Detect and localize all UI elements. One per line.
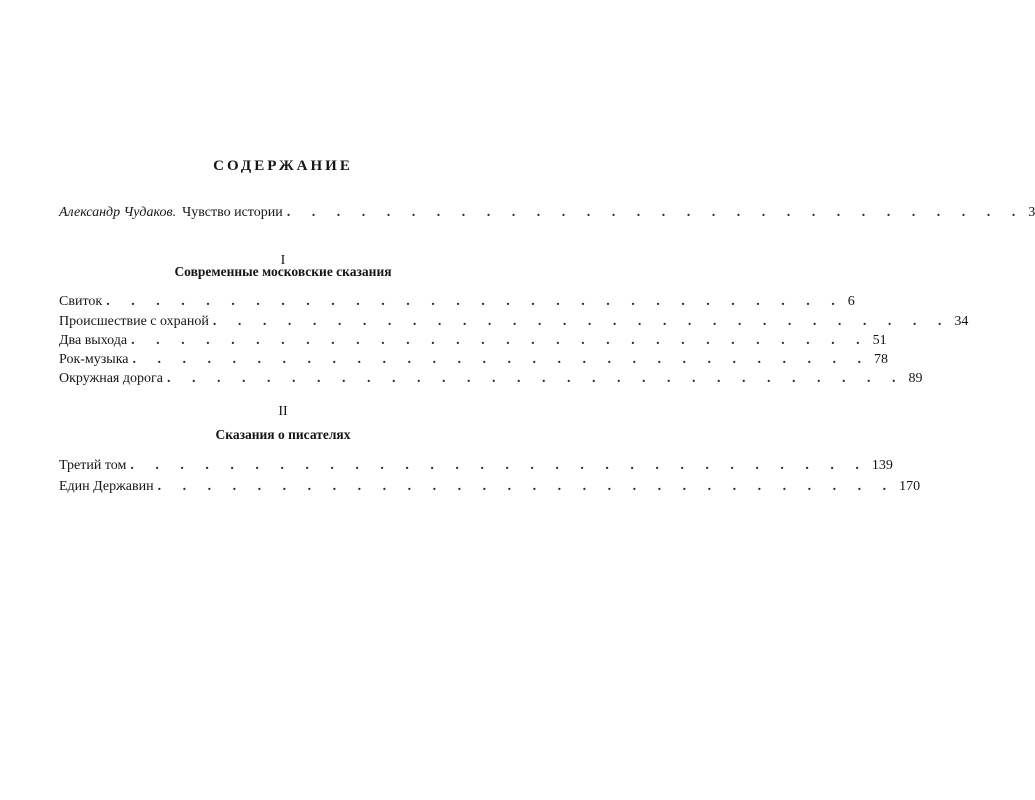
entry-title: Един Державин bbox=[59, 479, 154, 494]
toc-entry[interactable] bbox=[59, 369, 923, 389]
dot-leader: . . . . . . . . . . . . . . . . . . . . . . . . . . . . . . bbox=[106, 294, 844, 309]
dot-leader: . . . . . . . . . . . . . . . . . . . . . . . . . . . . . . bbox=[131, 333, 869, 348]
toc-entry[interactable] bbox=[59, 312, 969, 332]
entry-title: Свиток bbox=[59, 294, 103, 309]
toc-entry[interactable] bbox=[59, 292, 855, 312]
entry-title: Окружная дорога bbox=[59, 371, 163, 386]
entry-page-number: 78 bbox=[874, 352, 889, 367]
entry-page-number: 34 bbox=[954, 314, 969, 329]
entry-page-number: 89 bbox=[908, 371, 923, 386]
dot-leader: . . . . . . . . . . . . . . . . . . . . . . . . . . . . . . bbox=[212, 314, 951, 329]
section-title-1: Современные московские сказания bbox=[174, 264, 392, 279]
intro-author: Александр Чудаков. bbox=[59, 205, 177, 220]
dot-leader: . . . . . . . . . . . . . . . . . . . . . . . . . . . . . . bbox=[286, 205, 1025, 220]
dot-leader: . . . . . . . . . . . . . . . . . . . . . . . . . . . . . . bbox=[157, 479, 896, 494]
entry-title: Происшествие с охраной bbox=[59, 314, 209, 329]
entry-title: Два выхода bbox=[59, 333, 128, 348]
entry-title: Рок-музыка bbox=[59, 352, 129, 367]
dot-leader: . . . . . . . . . . . . . . . . . . . . . . . . . . . . . . bbox=[132, 352, 871, 367]
dot-leader: . . . . . . . . . . . . . . . . . . . . . . . . . . . . . . bbox=[166, 371, 905, 386]
intro-title: Чувство истории bbox=[182, 205, 283, 220]
toc-entry[interactable] bbox=[59, 350, 889, 370]
entry-page-number: 6 bbox=[847, 294, 855, 309]
section-number-2: II bbox=[278, 404, 288, 419]
entry-title: Третий том bbox=[59, 458, 127, 473]
entry-page-number: 170 bbox=[899, 479, 921, 494]
toc-entry[interactable] bbox=[59, 456, 893, 476]
toc-entry[interactable] bbox=[59, 477, 921, 497]
toc-entry[interactable] bbox=[59, 331, 887, 351]
contents-heading: СОДЕРЖАНИЕ bbox=[213, 158, 353, 174]
section-number-1: I bbox=[280, 253, 286, 268]
toc-entry-intro[interactable] bbox=[59, 203, 1035, 223]
entry-page-number: 51 bbox=[872, 333, 887, 348]
entry-page-number: 139 bbox=[871, 458, 893, 473]
section-title-2: Сказания о писателях bbox=[215, 427, 351, 442]
intro-page-number: 3 bbox=[1028, 205, 1035, 220]
dot-leader: . . . . . . . . . . . . . . . . . . . . . . . . . . . . . . bbox=[130, 458, 868, 473]
